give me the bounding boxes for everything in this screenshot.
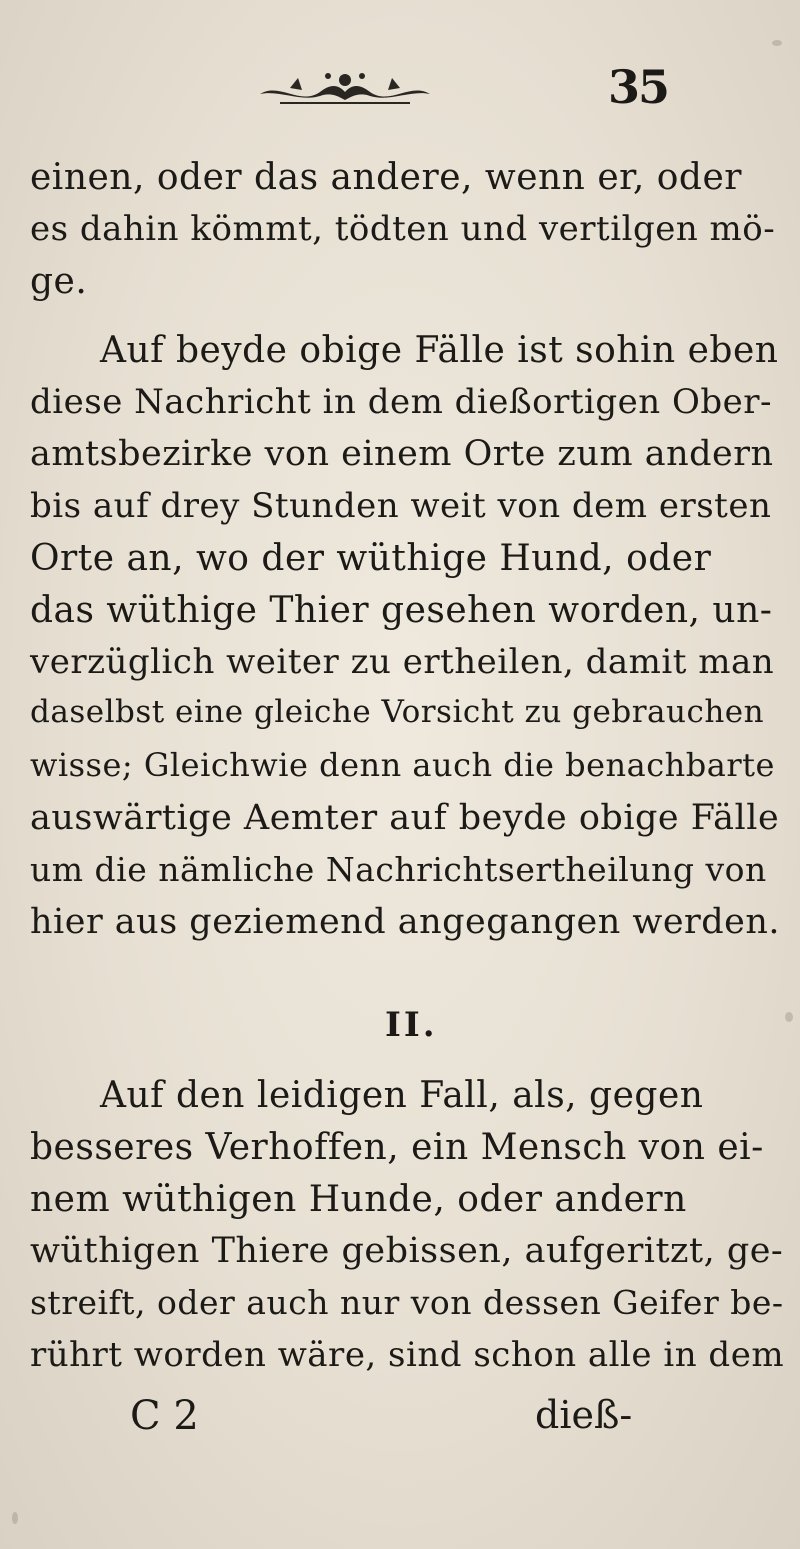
text-line: daselbst eine gleiche Vorsicht zu gebrauchen: [30, 694, 765, 730]
signature-mark: C 2: [130, 1393, 199, 1439]
text-line: nem wüthigen Hunde, oder andern: [30, 1179, 687, 1220]
text-line: Auf beyde obige Fälle ist sohin eben: [100, 330, 779, 371]
text-line: besseres Verhoffen, ein Mensch von ei-: [30, 1127, 764, 1168]
text-line: hier aus geziemend angegangen werden.: [30, 902, 781, 942]
paper-speck: [772, 40, 782, 46]
text-line: ge.: [30, 261, 88, 302]
text-line: Auf den leidigen Fall, als, gegen: [100, 1075, 704, 1116]
ornament-icon: [250, 62, 440, 114]
text-line: das wüthige Thier gesehen worden, un-: [30, 590, 773, 631]
text-line: einen, oder das andere, wenn er, oder: [30, 157, 742, 198]
page-number: 35: [608, 60, 669, 114]
text-line: auswärtige Aemter auf beyde obige Fälle: [30, 798, 780, 838]
section-heading: II.: [385, 1005, 438, 1045]
text-line: rührt worden wäre, sind schon alle in dem: [30, 1335, 785, 1375]
paper-speck: [12, 1512, 18, 1524]
text-line: um die nämliche Nachrichtsertheilung von: [30, 850, 767, 889]
catchword: dieß-: [535, 1393, 633, 1437]
text-line: Orte an, wo der wüthige Hund, oder: [30, 538, 712, 579]
text-line: streift, oder auch nur von dessen Geifer be-: [30, 1283, 784, 1322]
text-line: bis auf drey Stunden weit von dem ersten: [30, 486, 772, 526]
text-line: es dahin kömmt, tödten und vertilgen mö-: [30, 209, 776, 249]
text-line: verzüglich weiter zu ertheilen, damit man: [30, 642, 775, 682]
text-line: wisse; Gleichwie denn auch die benachbarte: [30, 746, 775, 784]
text-line: amtsbezirke von einem Orte zum andern: [30, 434, 774, 474]
paper-speck: [785, 1012, 793, 1022]
text-line: diese Nachricht in dem dießortigen Ober-: [30, 382, 772, 422]
text-line: wüthigen Thiere gebissen, aufgeritzt, ge-: [30, 1231, 784, 1271]
